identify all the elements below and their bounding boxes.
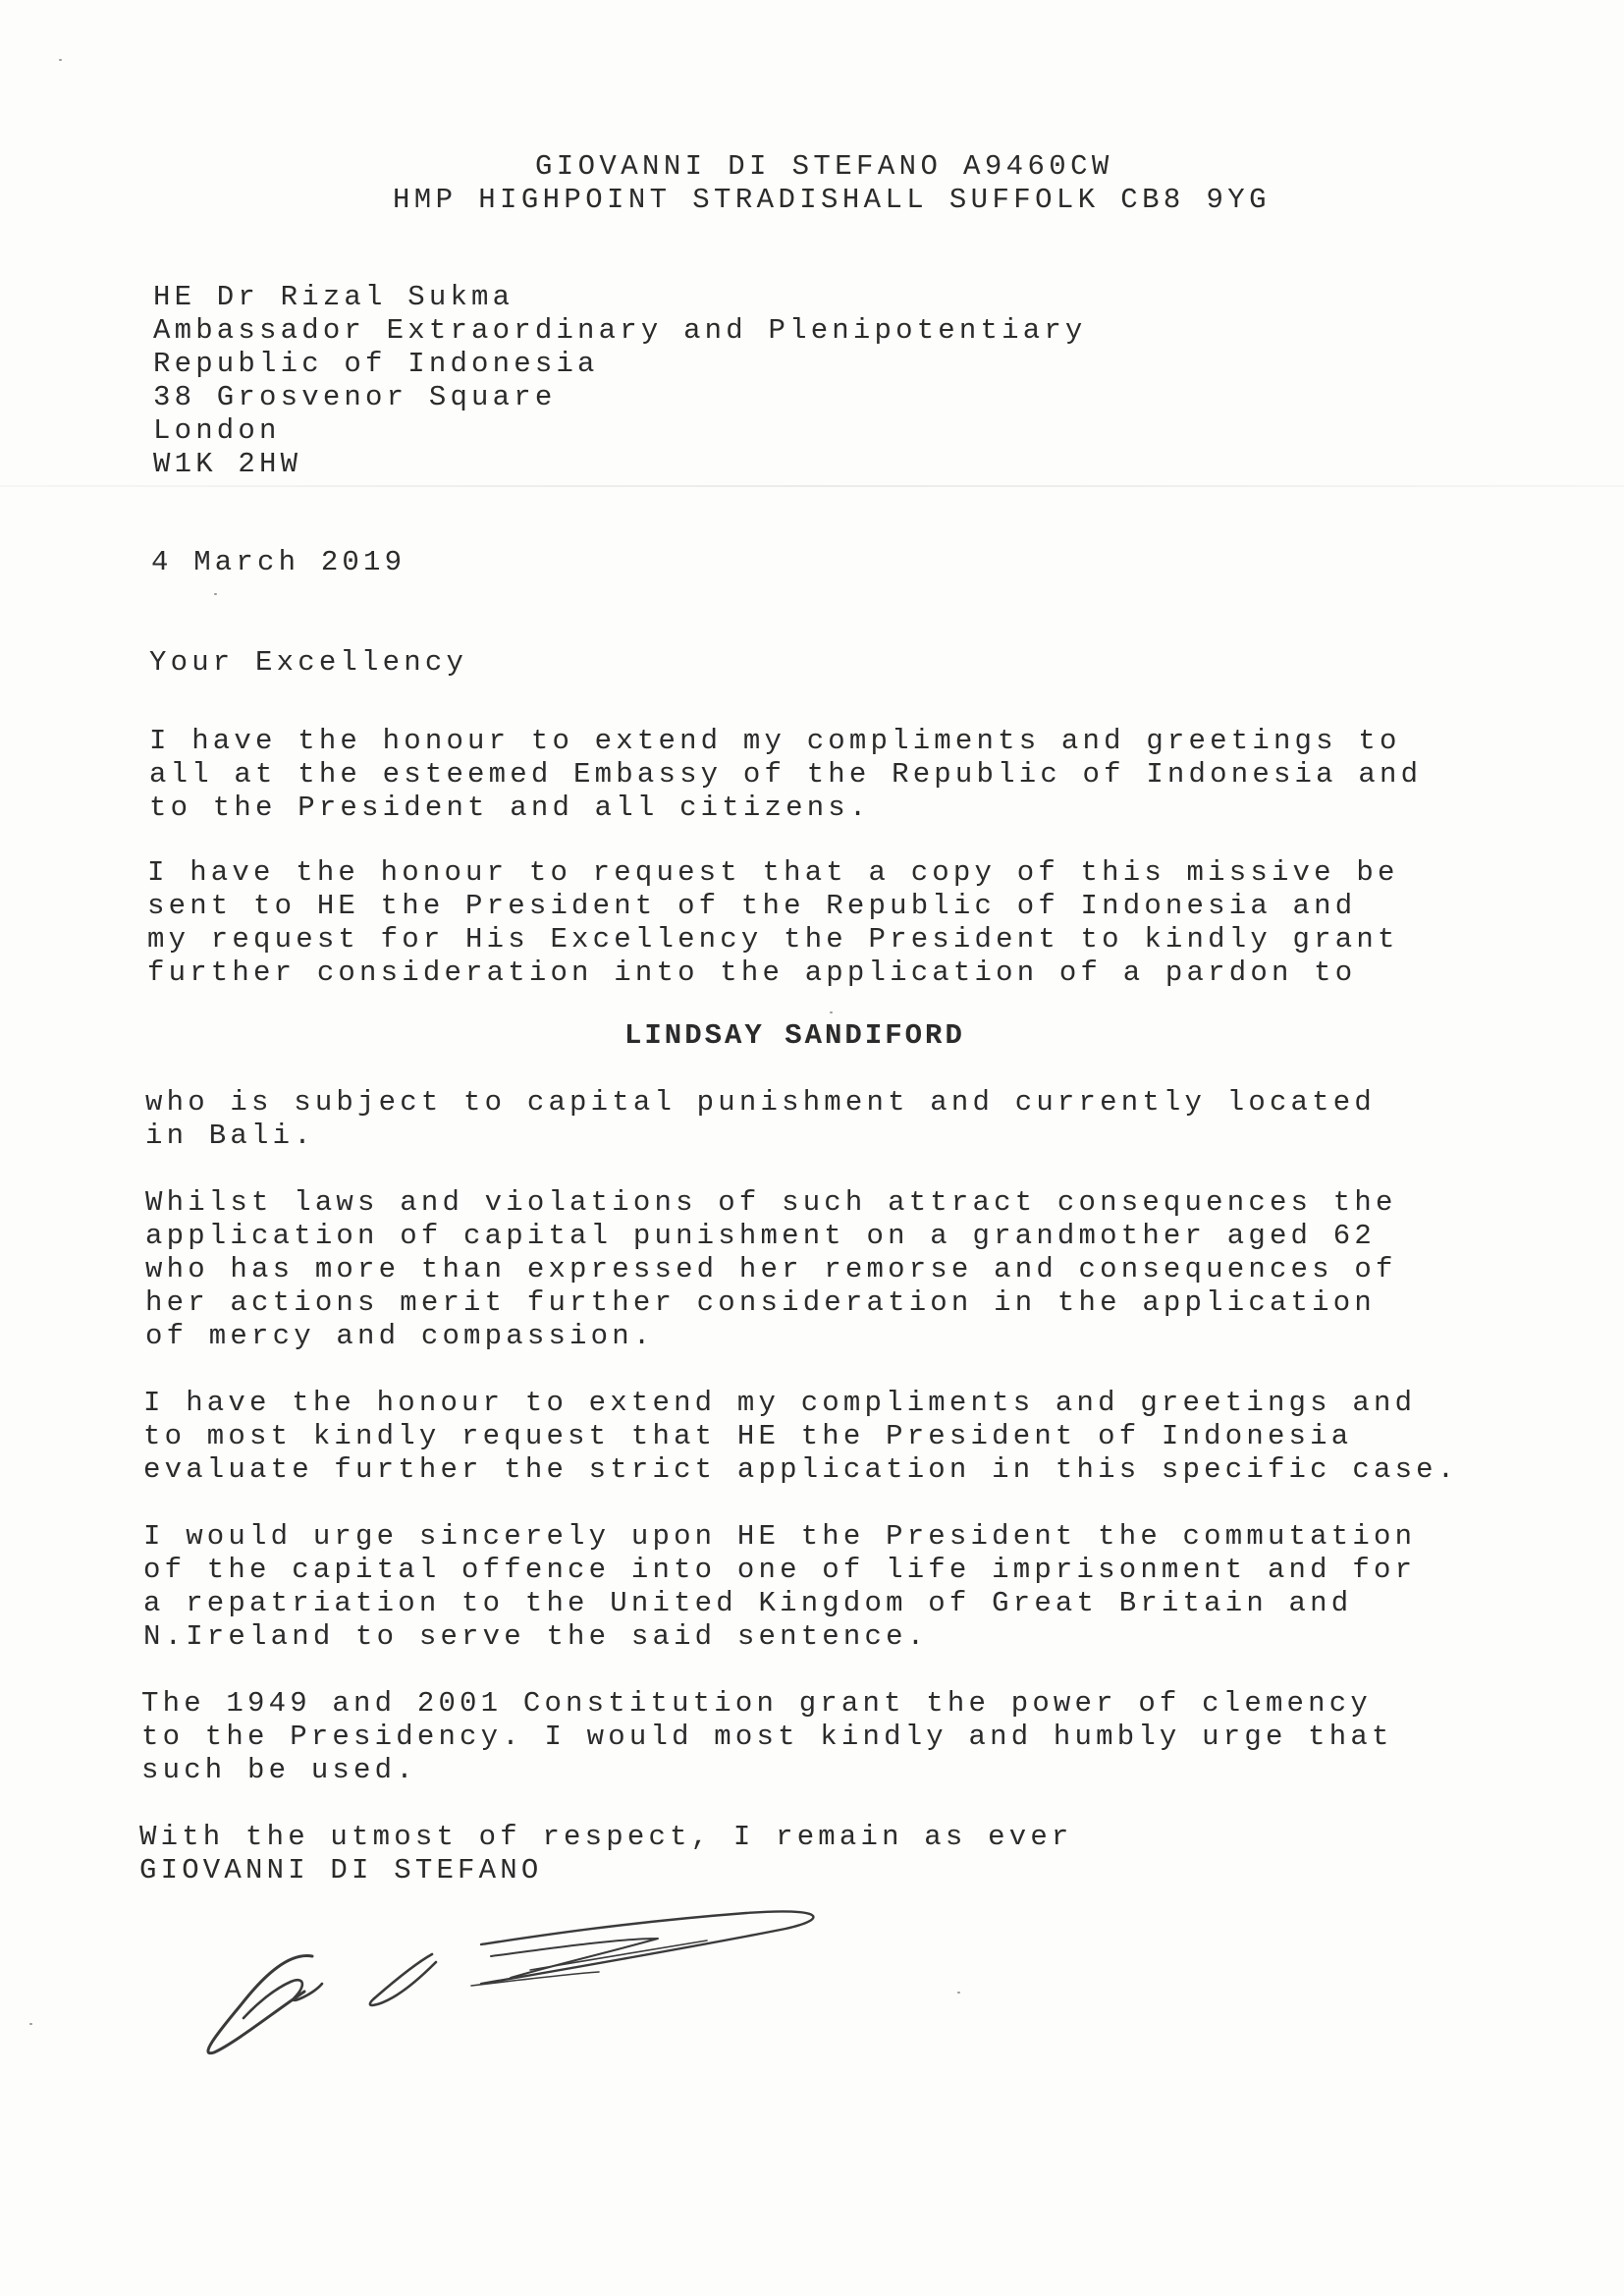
closing-signatory: GIOVANNI DI STEFANO (139, 1854, 543, 1886)
paragraph-6-line: a repatriation to the United Kingdom of Great Britain and (143, 1587, 1353, 1619)
scan-speck (29, 2023, 32, 2025)
paragraph-6-line: I would urge sincerely upon HE the President the commutation (143, 1520, 1417, 1553)
paragraph-1-line: all at the esteemed Embassy of the Republic of Indonesia and (149, 758, 1423, 791)
recipient-line: Republic of Indonesia (153, 348, 599, 380)
paragraph-5-line: I have the honour to extend my compliments and greetings and (143, 1387, 1417, 1419)
recipient-line: 38 Grosvenor Square (153, 381, 557, 413)
paragraph-7-line: The 1949 and 2001 Constitution grant the power of clemency (141, 1687, 1372, 1720)
letter-date: 4 March 2019 (151, 546, 406, 578)
paragraph-4-line: of mercy and compassion. (145, 1320, 655, 1352)
scan-speck (214, 593, 217, 595)
paragraph-2-line: my request for His Excellency the President to kindly grant (147, 923, 1399, 956)
paragraph-1-line: to the President and all citizens. (149, 792, 871, 824)
paragraph-4-line: who has more than expressed her remorse and consequences of (145, 1253, 1397, 1285)
paragraph-5-line: evaluate further the strict application in this specific case. (143, 1453, 1459, 1486)
paragraph-7-line: to the Presidency. I would most kindly and humbly urge that (141, 1721, 1393, 1753)
paragraph-2-line: further consideration into the application of a pardon to (147, 957, 1357, 989)
closing-line: With the utmost of respect, I remain as ever (139, 1821, 1073, 1853)
paragraph-2-line: I have the honour to request that a copy of this missive be (147, 856, 1399, 889)
scan-speck (830, 1011, 833, 1013)
paragraph-4-line: Whilst laws and violations of such attract consequences the (145, 1186, 1397, 1219)
paragraph-1-line: I have the honour to extend my compliments and greetings to (149, 725, 1401, 757)
paragraph-6-line: of the capital offence into one of life imprisonment and for (143, 1554, 1417, 1586)
paragraph-4-line: her actions merit further consideration in the application (145, 1286, 1376, 1319)
sender-address-line: HMP HIGHPOINT STRADISHALL SUFFOLK CB8 9YG (393, 184, 1271, 216)
paragraph-3-line: who is subject to capital punishment and currently located (145, 1086, 1376, 1119)
paragraph-2-line: sent to HE the President of the Republic of Indonesia and (147, 890, 1357, 922)
recipient-line: London (153, 414, 281, 447)
sender-name-line: GIOVANNI DI STEFANO A9460CW (535, 150, 1113, 183)
scan-speck (957, 1992, 960, 1994)
paragraph-3-line: in Bali. (145, 1120, 315, 1152)
paper-fold-line (0, 485, 1624, 487)
paragraph-6-line: N.Ireland to serve the said sentence. (143, 1620, 929, 1653)
handwritten-signature (196, 1895, 864, 2072)
scan-speck (59, 59, 62, 61)
recipient-line: HE Dr Rizal Sukma (153, 281, 514, 313)
recipient-line: Ambassador Extraordinary and Plenipotentiary (153, 314, 1087, 347)
salutation: Your Excellency (149, 646, 468, 679)
paragraph-4-line: application of capital punishment on a grandmother aged 62 (145, 1220, 1376, 1252)
recipient-line: W1K 2HW (153, 448, 302, 480)
paragraph-5-line: to most kindly request that HE the President of Indonesia (143, 1420, 1353, 1452)
paragraph-7-line: such be used. (141, 1754, 417, 1786)
subject-name: LINDSAY SANDIFORD (624, 1019, 965, 1052)
